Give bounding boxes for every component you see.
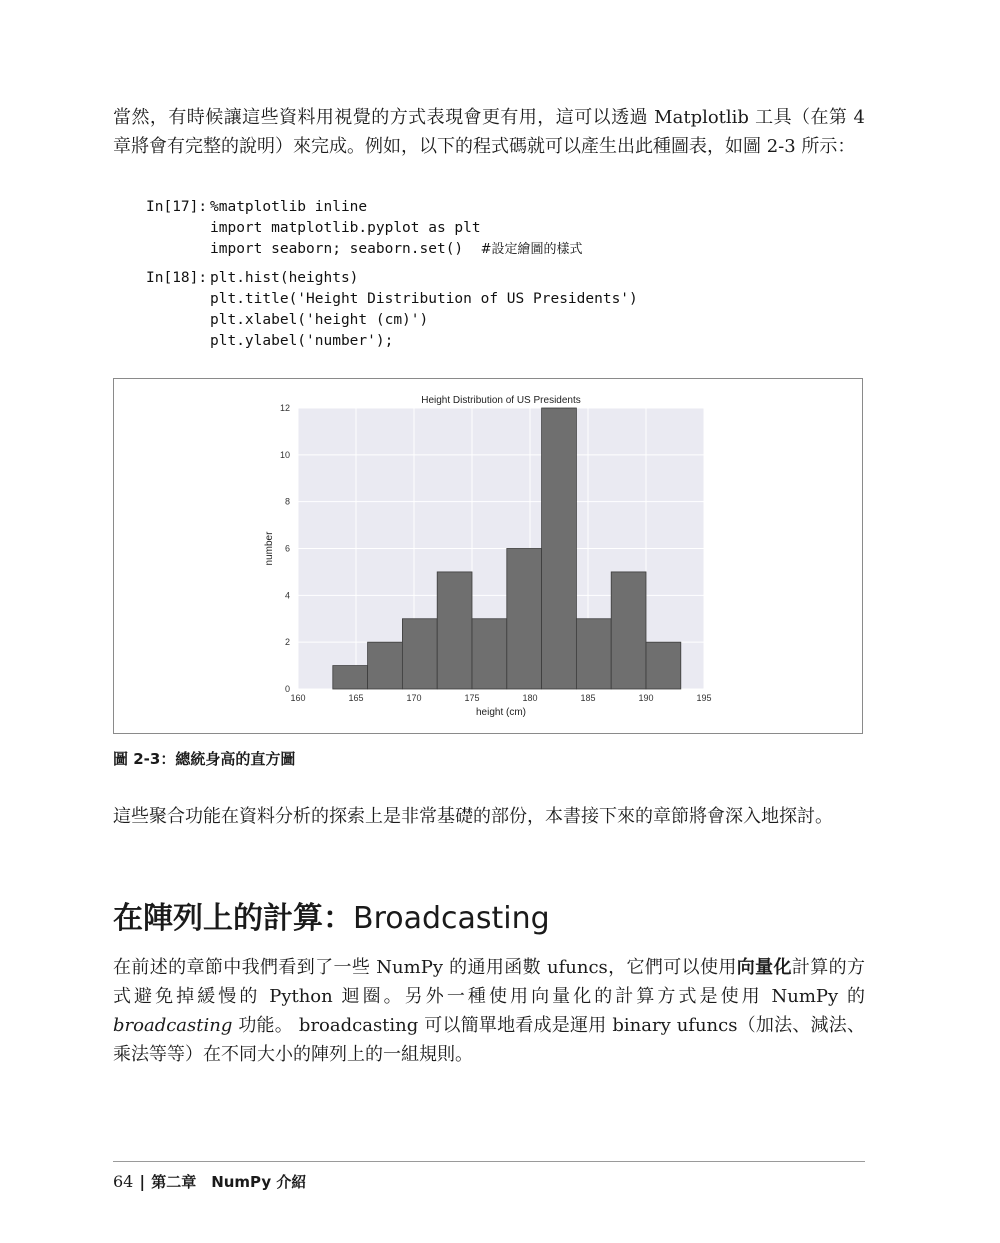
figure-caption: 圖 2-3：總統身高的直方圖	[113, 750, 296, 768]
histogram-bar	[611, 572, 646, 689]
y-tick-label: 10	[279, 449, 290, 460]
paragraph-text: 在前述的章節中我們看到了一些 NumPy 的通用函數 ufuncs，它們可以使用	[113, 957, 737, 978]
x-tick-label: 165	[348, 693, 364, 703]
y-tick-label: 0	[284, 684, 290, 694]
code-comment: #設定繪圖的樣式	[480, 242, 583, 257]
chapter-title: 第二章 NumPy 介紹	[151, 1173, 307, 1191]
footer-separator: |	[139, 1172, 146, 1191]
y-tick-label: 12	[279, 403, 290, 413]
histogram-bar	[576, 619, 611, 689]
y-tick-label: 8	[284, 496, 290, 507]
code-cell-18	[146, 268, 638, 352]
histogram-bar	[402, 619, 437, 689]
histogram-bar	[333, 666, 368, 689]
y-tick-label: 2	[284, 637, 290, 648]
footer-rule	[113, 1161, 865, 1162]
section-heading	[113, 896, 550, 942]
code-line: plt.title('Height Distribution of US Presidents')	[210, 291, 638, 307]
x-tick-label: 190	[638, 693, 654, 703]
histogram-bar	[646, 642, 681, 689]
paragraph-text: 計算的方式避免掉緩慢的 Python 迴圈。另外一種使用向量化的計算方式是使用 NumPy 的	[113, 957, 866, 1007]
page-footer	[113, 1170, 306, 1194]
y-tick-label: 4	[284, 590, 290, 601]
code-prompt: In[18]:	[146, 270, 208, 286]
code-line: plt.xlabel('height (cm)')	[210, 312, 429, 328]
intro-paragraph	[113, 103, 865, 161]
x-tick-label: 175	[464, 693, 480, 703]
figure-frame	[113, 378, 863, 734]
histogram-chart	[114, 379, 862, 733]
histogram-bar	[472, 619, 507, 689]
page-number: 64	[113, 1172, 134, 1191]
code-line: plt.hist(heights)	[210, 270, 359, 286]
histogram-bar	[437, 572, 472, 689]
bold-term: 向量化	[736, 957, 792, 978]
chart-title: Height Distribution of US Presidents	[421, 395, 581, 406]
x-tick-label: 160	[290, 693, 306, 703]
code-cell-17	[146, 197, 583, 260]
histogram-bar	[368, 642, 403, 689]
intro-paragraph-text: 當然，有時候讓這些資料用視覺的方式表現會更有用，這可以透過 Matplotlib 工具（在第 4 章將會有完整的說明）來完成。例如，以下的程式碼就可以產生出此種圖表，如圖 2-3 所示：	[113, 107, 865, 157]
histogram-bar	[542, 408, 577, 689]
code-line: plt.ylabel('number');	[210, 333, 394, 349]
italic-term: broadcasting	[113, 1015, 233, 1036]
y-axis-label: number	[264, 531, 275, 566]
code-prompt: In[17]:	[146, 199, 208, 215]
x-tick-label: 195	[696, 693, 712, 703]
y-tick-label: 6	[284, 543, 290, 554]
broadcasting-paragraph	[113, 953, 865, 1069]
x-tick-label: 180	[522, 693, 538, 703]
histogram-bar	[507, 549, 542, 690]
x-tick-label: 185	[580, 693, 596, 703]
summary-paragraph: 這些聚合功能在資料分析的探索上是非常基礎的部份，本書接下來的章節將會深入地探討。	[113, 806, 833, 827]
x-tick-label: 170	[406, 693, 422, 703]
code-line: %matplotlib inline	[210, 199, 368, 215]
code-line: import seaborn; seaborn.set()	[210, 241, 481, 257]
section-heading-latin: Broadcasting	[353, 901, 550, 936]
section-heading-cjk: 在陣列上的計算：	[113, 901, 353, 936]
code-line: import matplotlib.pyplot as plt	[210, 220, 481, 236]
x-axis-label: height (cm)	[475, 707, 527, 718]
paragraph-text: 功能。 broadcasting 可以簡單地看成是運用 binary ufuncs（加法、減法、乘法等等）在不同大小的陣列上的一組規則。	[113, 1015, 865, 1065]
